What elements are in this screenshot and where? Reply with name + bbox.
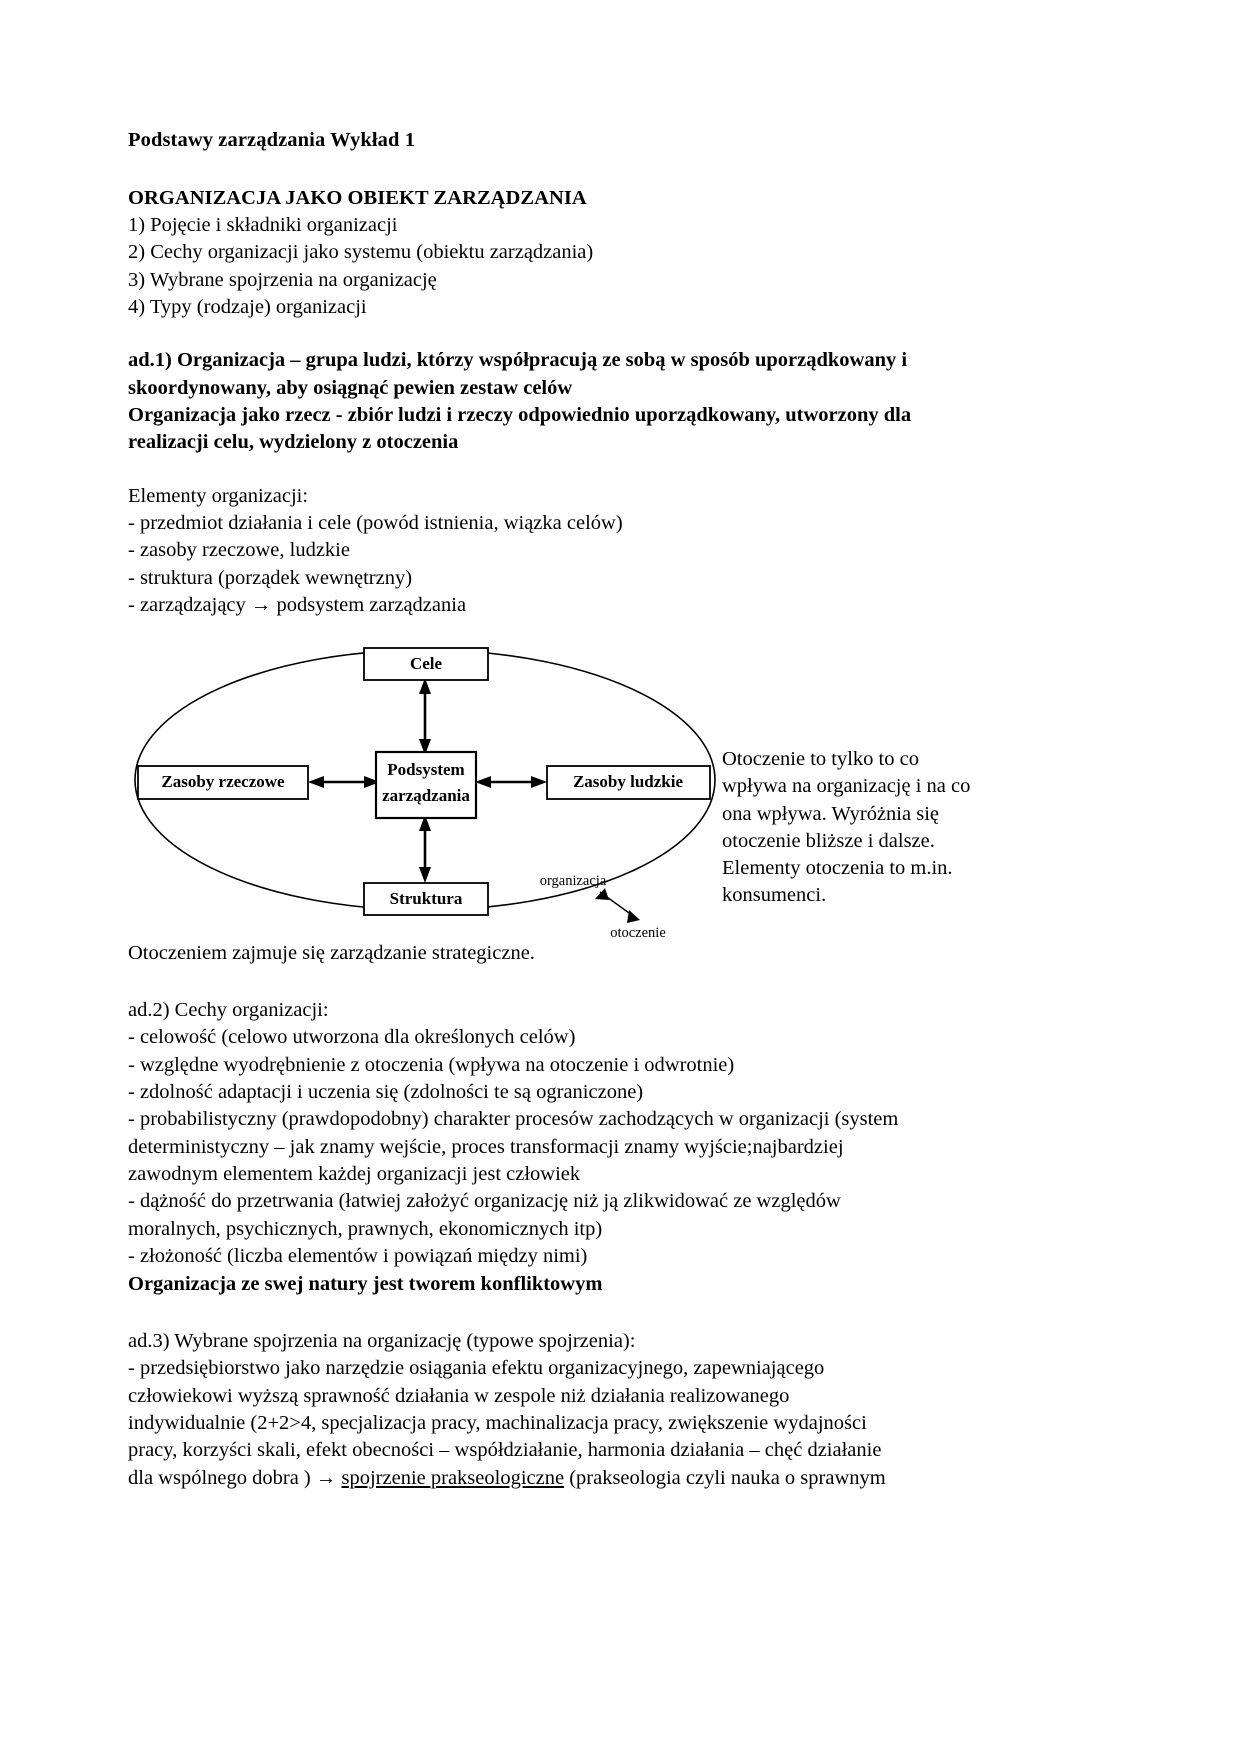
ad1-line-2: skoordynowany, aby osiągnąć pewien zestaw celów: [128, 376, 573, 399]
spacer: [128, 321, 1008, 347]
ad2-closing: Organizacja ze swej natury jest tworem konfliktowym: [128, 1272, 603, 1295]
ad2-line-2: - względne wyodrębnienie z otoczenia (wpływa na otoczenie i odwrotnie): [128, 1053, 735, 1076]
elements-item-4: - zarządzający → podsystem zarządzania: [128, 594, 467, 617]
section-heading: ORGANIZACJA JAKO OBIEKT ZARZĄDZANIA: [128, 186, 587, 209]
ad3-line-3: indywidualnie (2+2>4, specjalizacja pracy, machinalizacja pracy, zwiększenie wydajności: [128, 1411, 867, 1434]
spacer: [128, 620, 1008, 640]
ad3-line-4: pracy, korzyści skali, efekt obecności – współdziałanie, harmonia działania – chęć działanie: [128, 1439, 882, 1462]
elements-item-1: - przedmiot działania i cele (powód istnienia, wiązka celów): [128, 512, 623, 535]
ad3-heading: ad.3) Wybrane spojrzenia na organizację (typowe spojrzenia):: [128, 1329, 636, 1352]
outline-item-1: 1) Pojęcie i składniki organizacji: [128, 213, 398, 236]
node-struktura-label: Struktura: [389, 888, 463, 908]
ad2-line-6: zawodnym elementem każdej organizacji jest człowiek: [128, 1163, 581, 1186]
after-diagram-text: Otoczeniem zajmuje się zarządzanie strategiczne.: [128, 941, 535, 964]
arrowhead-organizacja: [595, 888, 609, 900]
label-otoczenie: otoczenie: [610, 924, 666, 940]
ad3-last-post: (prakseologia czyli nauka o sprawnym: [564, 1466, 886, 1489]
ad3-line-1: - przedsiębiorstwo jako narzędzie osiągania efektu organizacyjnego, zapewniającego: [128, 1357, 825, 1380]
arrowhead-right-ludzkie: [531, 776, 547, 788]
outline-item-3: 3) Wybrane spojrzenia na organizację: [128, 268, 437, 291]
ad2-line-1: - celowość (celowo utworzona dla określonych celów): [128, 1026, 576, 1049]
ad2-heading: ad.2) Cechy organizacji:: [128, 998, 329, 1021]
ad3-line-2: człowiekowi wyższą sprawność działania w zespole niż działania realizowanego: [128, 1384, 790, 1407]
spacer: [128, 1298, 1008, 1328]
node-podsystem-label-line1: Podsystem: [387, 759, 465, 779]
node-cele-label: Cele: [409, 653, 443, 673]
spacer: [128, 457, 1008, 483]
ad2-line-7: - dążność do przetrwania (łatwiej założyć organizację niż ją zlikwidować ze względów: [128, 1190, 841, 1213]
spacer: [128, 967, 1008, 997]
page-title: Podstawy zarządzania Wykład 1: [128, 129, 416, 151]
arrowhead-left-rzeczowe: [308, 776, 324, 788]
side-note-otoczenie: Otoczenie to tylko to co wpływa na organizację i na co ona wpływa. Wyróżnia się otoczenie bliższe i dalsze. Elementy otoczenia to m.in. konsumenci.: [722, 748, 971, 907]
ad1-line-4: realizacji celu, wydzielony z otoczenia: [128, 431, 459, 454]
arrowhead-left-podsystem-right: [475, 776, 491, 788]
outline-item-2: 2) Cechy organizacji jako systemu (obiektu zarządzania): [128, 241, 594, 264]
ad3-last-pre: dla wspólnego dobra ) →: [128, 1466, 342, 1489]
elements-item-3: - struktura (porządek wewnętrzny): [128, 566, 413, 589]
ad1-line-3: Organizacja jako rzecz - zbiór ludzi i rzeczy odpowiednio uporządkowany, utworzony dla: [128, 404, 912, 427]
ad3-underlined-term: spojrzenie prakseologiczne: [341, 1466, 565, 1489]
ad2-line-3: - zdolność adaptacji i uczenia się (zdolności te są ograniczone): [128, 1080, 644, 1103]
elements-heading: Elementy organizacji:: [128, 484, 309, 507]
ad2-line-4: - probabilistyczny (prawdopodobny) charakter procesów zachodzących w organizacji (system: [128, 1108, 899, 1131]
node-zasoby-rzeczowe-label: Zasoby rzeczowe: [161, 771, 285, 791]
arrowhead-down-struktura: [419, 867, 431, 883]
label-organizacja: organizacja: [539, 872, 607, 889]
ad2-line-5: deterministyczny – jak znamy wejście, proces transformacji znamy wyjście;najbardziej: [128, 1135, 844, 1158]
elements-item-2: - zasoby rzeczowe, ludzkie: [128, 539, 350, 562]
arrowhead-otoczenie: [627, 910, 640, 923]
node-podsystem-label-line2: zarządzania: [382, 785, 470, 805]
outline-item-4: 4) Typy (rodzaje) organizacji: [128, 295, 367, 318]
node-zasoby-ludzkie-label: Zasoby ludzkie: [572, 771, 684, 791]
ad1-line-1: ad.1) Organizacja – grupa ludzi, którzy współpracują ze sobą w sposób uporządkowany i: [128, 349, 908, 372]
ad2-line-8: moralnych, psychicznych, prawnych, ekonomicznych itp): [128, 1217, 603, 1240]
ad3-last-line: [128, 1465, 1008, 1492]
ad2-line-9: - złożoność (liczba elementów i powiązań między nimi): [128, 1245, 588, 1268]
